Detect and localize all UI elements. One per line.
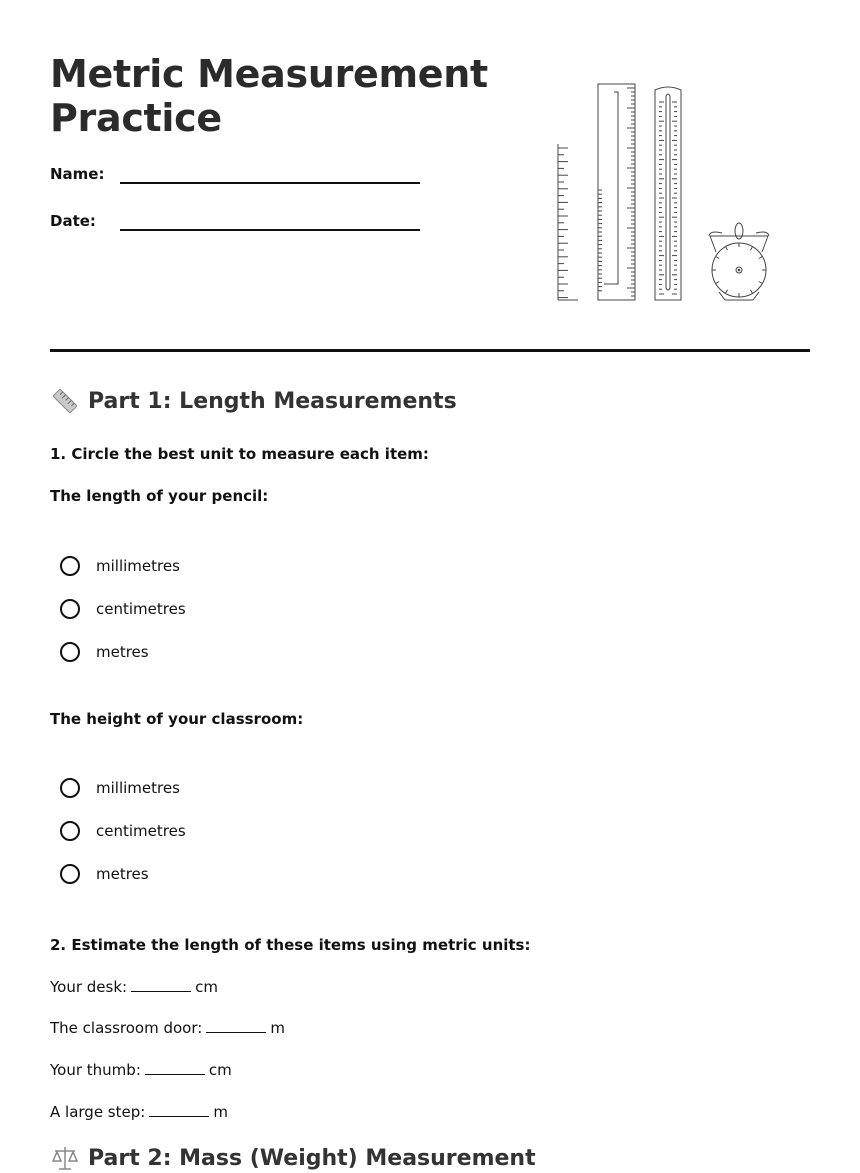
question-1: 1. Circle the best unit to measure each item: [50, 445, 429, 463]
question-2: 2. Estimate the length of these items using metric units: [50, 936, 531, 954]
estimate-desk: Your desk: cm [50, 978, 218, 996]
date-field [50, 212, 430, 242]
answer-blank[interactable] [131, 978, 191, 992]
radio-circle[interactable] [60, 864, 80, 884]
part2-heading [50, 1143, 536, 1173]
option-a-millimetres[interactable] [60, 553, 180, 579]
thermometer-icon [655, 87, 681, 300]
balance-scale-icon [50, 1143, 80, 1173]
answer-blank[interactable] [149, 1103, 209, 1117]
option-b-centimetres[interactable] [60, 818, 186, 844]
name-input-line[interactable] [120, 182, 420, 184]
name-label: Name: [50, 165, 105, 183]
option-label: millimetres [96, 779, 180, 797]
page-title: Metric Measurement Practice [50, 52, 488, 140]
item-b-label: The height of your classroom: [50, 710, 304, 728]
part1-heading [50, 386, 457, 416]
date-input-line[interactable] [120, 229, 420, 231]
option-label: metres [96, 643, 149, 661]
measuring-tools-illustration [550, 78, 780, 308]
answer-blank[interactable] [145, 1061, 205, 1075]
weighing-scale-icon [709, 223, 769, 300]
radio-circle[interactable] [60, 642, 80, 662]
radio-circle[interactable] [60, 556, 80, 576]
answer-blank[interactable] [206, 1019, 266, 1033]
tall-ruler-icon [598, 84, 635, 300]
date-label: Date: [50, 212, 96, 230]
radio-circle[interactable] [60, 778, 80, 798]
name-field [50, 165, 430, 195]
estimate-door: The classroom door: m [50, 1019, 285, 1037]
option-b-millimetres[interactable] [60, 775, 180, 801]
short-ruler-icon [558, 144, 578, 300]
option-label: centimetres [96, 822, 186, 840]
header-divider [50, 349, 810, 352]
option-label: metres [96, 865, 149, 883]
part2-title: Part 2: Mass (Weight) Measurement [88, 1145, 536, 1171]
estimate-step: A large step: m [50, 1103, 228, 1121]
option-label: millimetres [96, 557, 180, 575]
option-a-metres[interactable] [60, 639, 149, 665]
option-b-metres[interactable] [60, 861, 149, 887]
radio-circle[interactable] [60, 821, 80, 841]
option-a-centimetres[interactable] [60, 596, 186, 622]
item-a-label: The length of your pencil: [50, 487, 269, 505]
part1-title: Part 1: Length Measurements [88, 388, 457, 414]
ruler-icon [50, 386, 80, 416]
option-label: centimetres [96, 600, 186, 618]
estimate-thumb: Your thumb: cm [50, 1061, 232, 1079]
radio-circle[interactable] [60, 599, 80, 619]
